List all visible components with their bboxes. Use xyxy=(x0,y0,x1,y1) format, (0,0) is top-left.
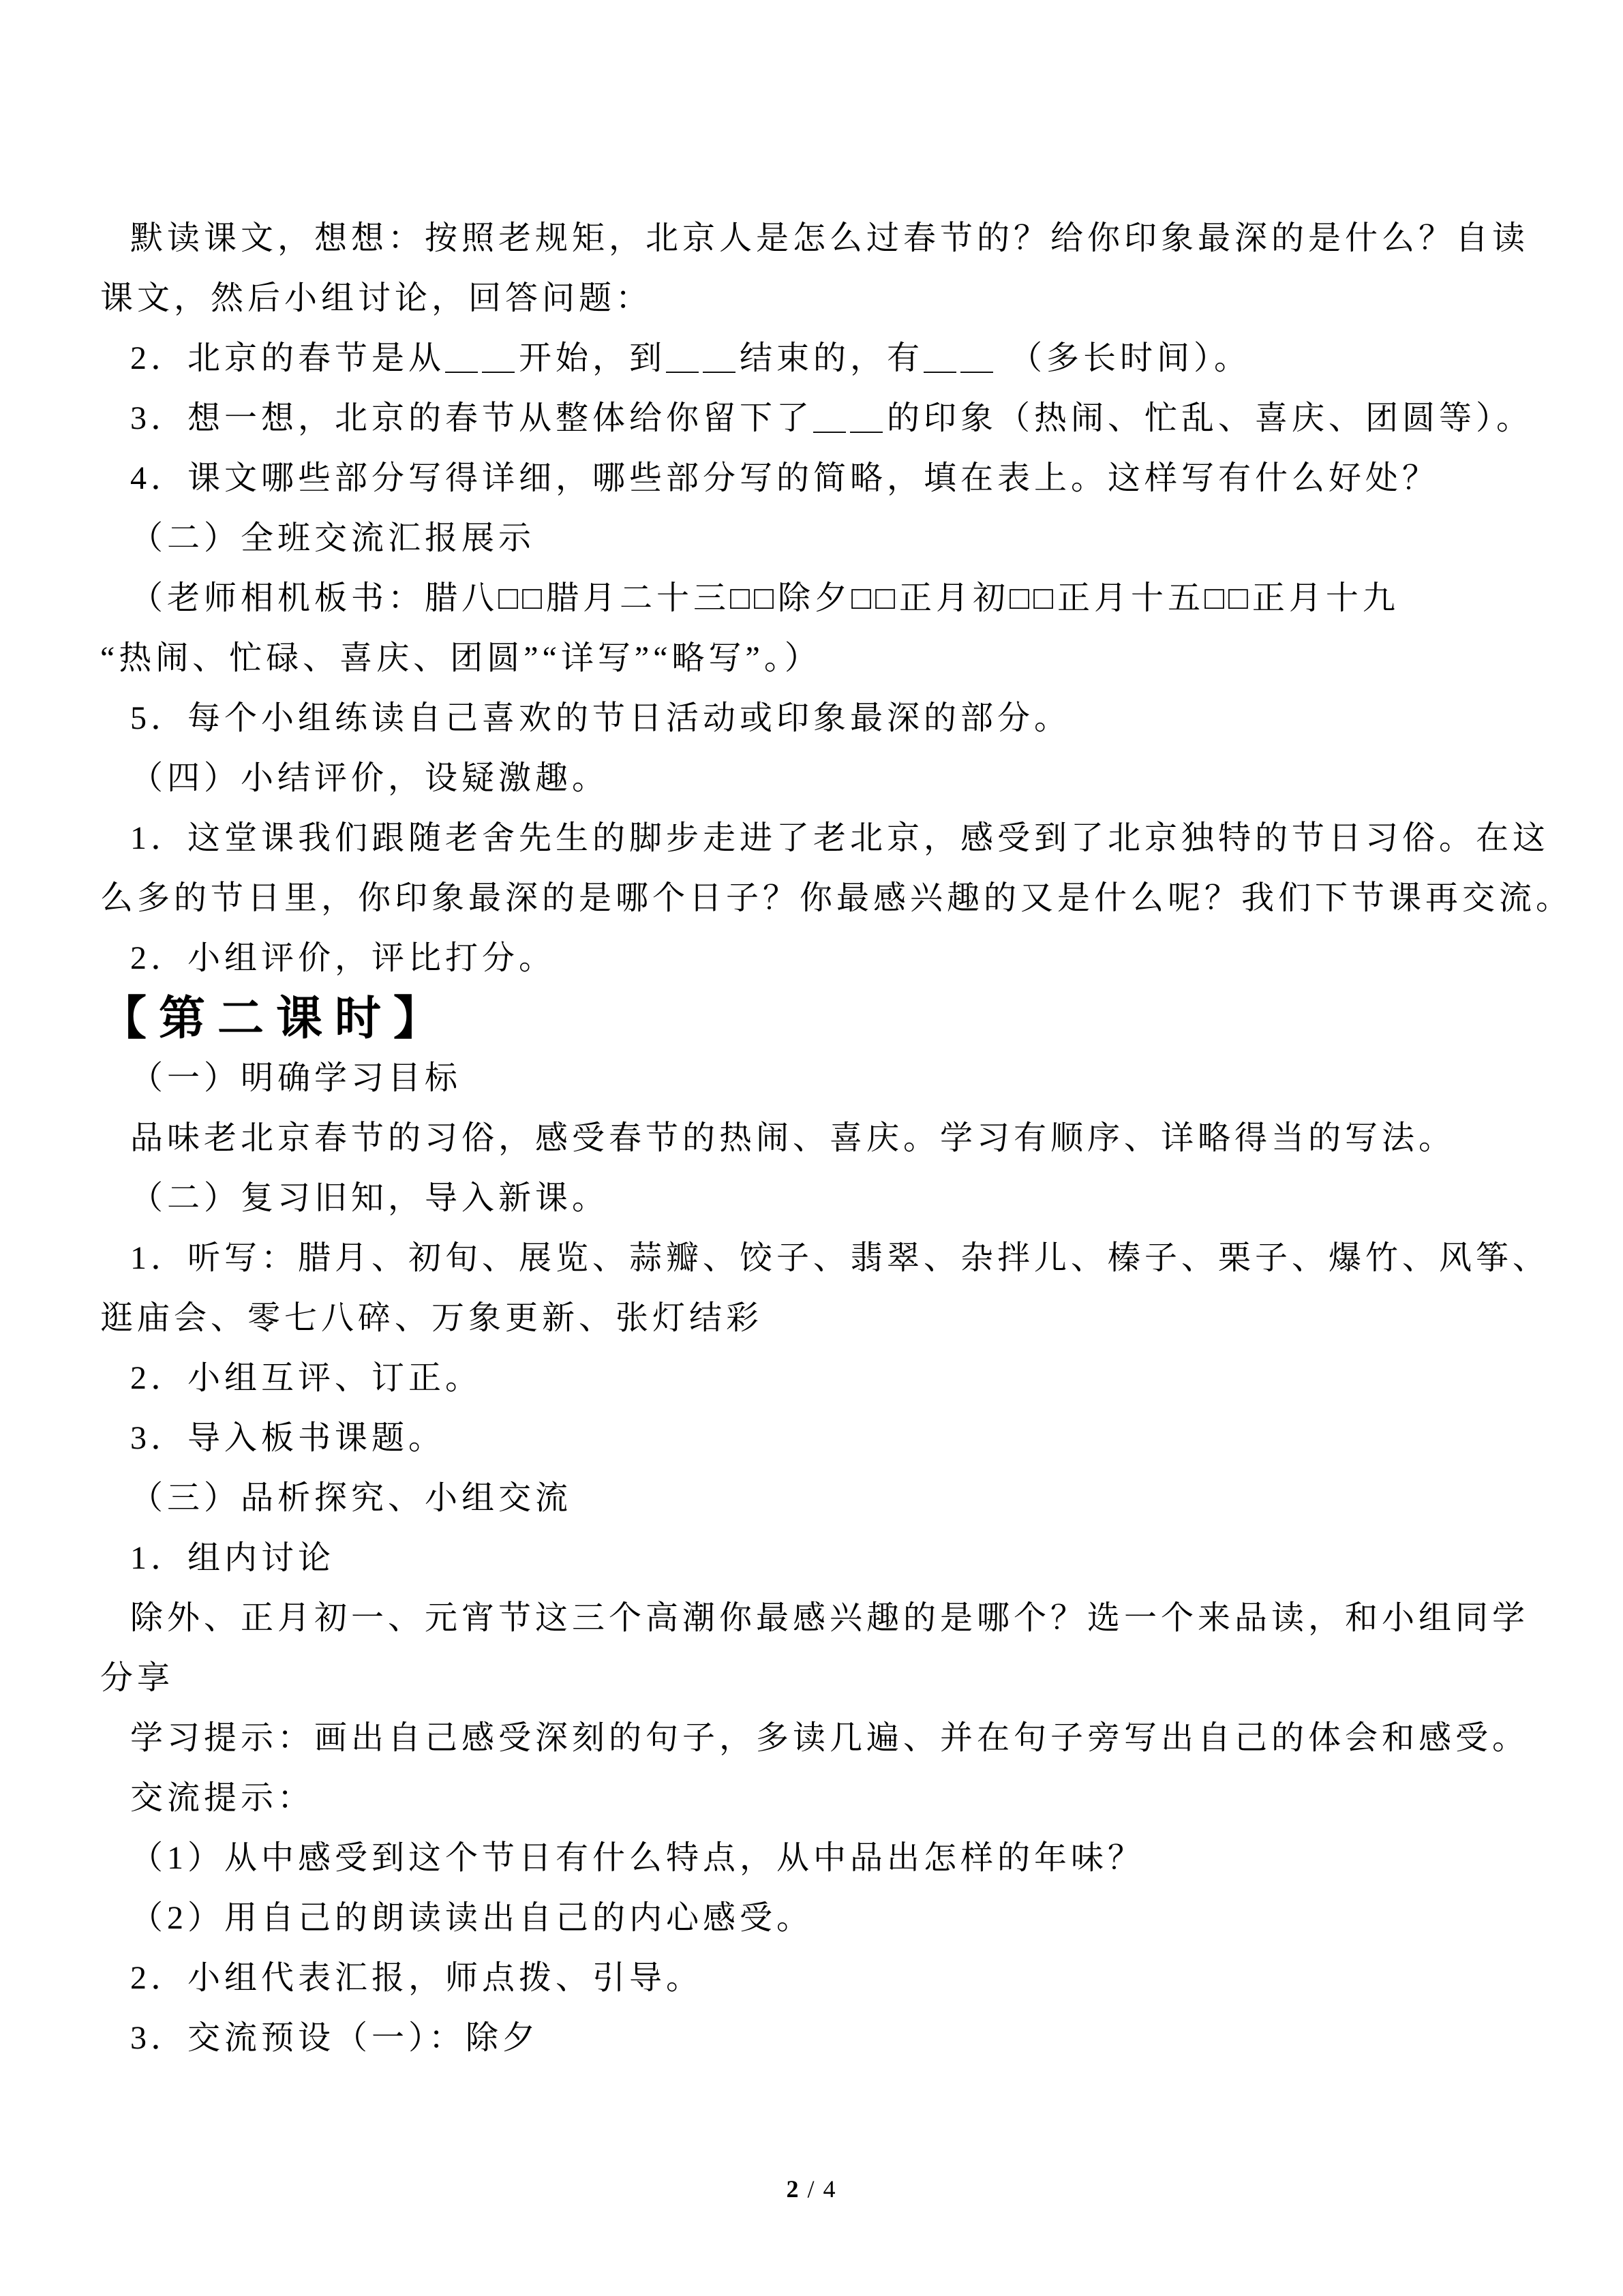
text-line: 逛庙会、零七八碎、万象更新、张灯结彩 xyxy=(100,1300,763,1336)
text-line: 学习提示：画出自己感受深刻的句子，多读几遍、并在句子旁写出自己的体会和感受。 xyxy=(130,1720,1530,1756)
text-line: 课文，然后小组讨论，回答问题： xyxy=(100,280,653,316)
page-number-current: 2 xyxy=(786,2175,800,2203)
text-line: 4．课文哪些部分写得详细，哪些部分写的简略，填在表上。这样写有什么好处？ xyxy=(130,460,1440,496)
text-line: 3．导入板书课题。 xyxy=(130,1420,446,1456)
text-line-board-notes: “热闹、忙碌、喜庆、团圆”“详写”“略写”。） xyxy=(100,640,821,676)
text-line: 1．这堂课我们跟随老舍先生的脚步走进了老北京，感受到了北京独特的节日习俗。在这 xyxy=(130,820,1550,856)
text-line: 品味老北京春节的习俗，感受春节的热闹、喜庆。学习有顺序、详略得当的写法。 xyxy=(130,1120,1456,1156)
section-heading: 【第二课时】 xyxy=(100,993,453,1044)
text-line: 2．小组代表汇报，师点拨、引导。 xyxy=(130,1960,703,1996)
text-line: （1）从中感受到这个节日有什么特点，从中品出怎样的年味？ xyxy=(130,1840,1145,1876)
text-line: 1．听写：腊月、初旬、展览、蒜瓣、饺子、翡翠、杂拌儿、榛子、栗子、爆竹、风筝、 xyxy=(130,1240,1550,1276)
text-line: （三）品析探究、小组交流 xyxy=(130,1480,573,1516)
text-line: （一）明确学习目标 xyxy=(130,1060,462,1096)
text-line: 2．小组评价，评比打分。 xyxy=(130,940,556,976)
document-body xyxy=(100,209,1573,2068)
page-number-total: 4 xyxy=(823,2175,837,2203)
text-line-board-notes: （老师相机板书：腊八□□腊月二十三□□除夕□□正月初□□正月十五□□正月十九 xyxy=(130,580,1399,616)
text-line: 分享 xyxy=(100,1660,175,1696)
text-line: （二）全班交流汇报展示 xyxy=(130,520,536,556)
page-number-separator: / xyxy=(800,2175,823,2203)
text-line: （二）复习旧知，导入新课。 xyxy=(130,1180,609,1216)
text-line: 么多的节日里，你印象最深的是哪个日子？你最感兴趣的又是什么呢？我们下节课再交流。 xyxy=(100,880,1573,916)
text-line: 除外、正月初一、元宵节这三个高潮你最感兴趣的是哪个？选一个来品读，和小组同学 xyxy=(130,1600,1530,1636)
text-line: 2．小组互评、订正。 xyxy=(130,1360,483,1396)
text-line: 5．每个小组练读自己喜欢的节日活动或印象最深的部分。 xyxy=(130,700,1072,736)
text-line: 1．组内讨论 xyxy=(130,1540,335,1576)
text-line-blank-fill: 3．想一想，北京的春节从整体给你留下了＿＿的印象（热闹、忙乱、喜庆、团圆等）。 xyxy=(130,400,1534,436)
text-line-blank-fill: 2．北京的春节是从＿＿开始，到＿＿结束的，有＿＿ （多长时间）。 xyxy=(130,340,1252,376)
text-line: 默读课文，想想：按照老规矩，北京人是怎么过春节的？给你印象最深的是什么？自读 xyxy=(130,220,1530,256)
page-footer xyxy=(0,2175,1623,2203)
text-line: 交流提示： xyxy=(130,1780,315,1816)
text-line: 3．交流预设（一）：除夕 xyxy=(130,2020,540,2056)
text-line: （四）小结评价，设疑激趣。 xyxy=(130,760,609,796)
text-line: （2）用自己的朗读读出自己的内心感受。 xyxy=(130,1900,814,1936)
